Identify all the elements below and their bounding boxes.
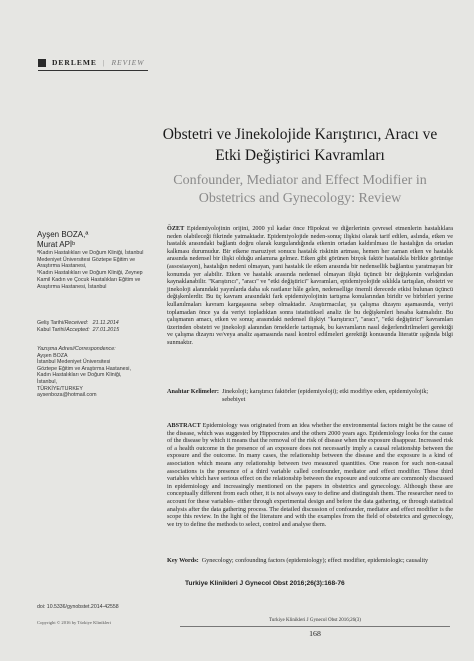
correspondence-line: TÜRKİYE/TURKEY — [37, 385, 83, 392]
date-label: Kabul Tarihi/Accepted: — [37, 327, 90, 333]
footer-divider — [180, 626, 450, 627]
keywords-label-en: Key Words: — [167, 557, 199, 564]
section-subcategory: REVIEW — [111, 58, 145, 67]
abstract-turkish — [167, 225, 453, 347]
keywords-turkish — [167, 388, 453, 403]
correspondence-line: İstanbul, — [37, 378, 58, 385]
header-separator: | — [102, 58, 106, 67]
correspondence-line: Kadın Hastalıkları ve Doğum Kliniği, — [37, 372, 122, 379]
author-name: Ayşen BOZA,ª — [37, 230, 89, 239]
copyright: Copyright © 2016 by Türkiye Klinikleri — [37, 620, 111, 625]
abstract-text-tr: Epidemiyolojinin orijini, 2000 yıl kadar önce Hipokrat ve diğerlerinin çevresel etmenlerin hastalıklara neden olabileceği fikrinde yatmaktadır. Epidemiyolojide neden-sonuç ilişkisi olarak tarif edilen, aslında, etken ve hastalık arasındaki bağlantı doğru olarak kurgulandığında etkenin ortadan kaldırılması ile hastalığın da ortadan kalkması durumudur. Bir etkene maruziyet sonucu hastalık riskinin artması, hemen her zaman etken ve hastalık arasında nedensel bir ilişki olduğu anlamına gelmez. Etken gibi görünen birçok faktör hastalıkla birlikte görünüşe (assosiasyon), hastalığın nedeni olmayan, yani hastalık ile etken arasında bir nedensellik bağlantısı yaratmayan bir konumda yer alabilir. Etken ve hastalık arasında nedensel olmayan ilişki üçüncü bir değişkenin varlığından kaynaklanabilir. "Karıştırıcı", "aracı" ve "etki değiştirici" kavramları, epidemiyolojide sıklıkla tartışılan, obstetri ve jinekoloji alanındaki yayınlarda daha sık rastlanır hâle gelen, nedensellige önemli derecede etkisi bulunan üçüncü değişkenlerdir. Bu üç kavram arasındaki fark epidemiyolojinin tartışma konularından biridir ve birbirleri yerine kullanılmaları kavram kargaşasına sebep olmaktadır. Araştırmacılar, ya çalışma dizaynı aşamasında, veriyi toplamadan önce ya da veriyi topladıktan sonra istatistiksel analiz ile bu değişkenleri hesaba katmalıdır. Bu çalışmanın amacı, etken ve sonuç arasındaki nedensel ilişkiyi "karıştırıcı", "aracı", "etki değiştirici" kavramları üzerinden obstetri ve jinekoloji alanından örneklerle tartışmak, bu kavramların nasıl değerlendirilmeleri gerektiği ve çalışma dizaynı ve/veya analiz aşamasında nasıl kontrol edilmeleri gerektiği konusunda literatür ışığında bilgi sunmaktır. — [167, 225, 454, 346]
section-category: DERLEME — [52, 58, 97, 67]
date-label: Geliş Tarihi/Received: — [37, 320, 89, 326]
article-dates — [37, 320, 122, 334]
author-name: Murat APİᵇ — [37, 240, 76, 249]
correspondence-email[interactable]: aysenboza@hotmail.com — [37, 392, 97, 399]
correspondence-block — [37, 346, 147, 399]
abstract-lead-tr: ÖZET — [167, 225, 185, 232]
title-english: Confounder, Mediator and Effect Modifier in Obstetrics and Gynecology: Review — [173, 173, 427, 206]
footer-journal: Turkiye Klinikleri J Gynecol Obst 2016;26(3) — [269, 618, 361, 623]
section-marker-icon — [38, 59, 46, 67]
correspondence-line: Ayşen BOZA — [37, 352, 68, 359]
keywords-text-en: Gynecology; confounding factors (epidemiology); effect modifier, epidemiologic; causality — [201, 557, 429, 564]
citation: Turkiye Klinikleri J Gynecol Obst 2016;26(3):168-76 — [185, 580, 345, 587]
section-header — [38, 58, 145, 67]
doi[interactable]: doi: 10.5336/gynobstet.2014-42558 — [37, 604, 119, 610]
keywords-text-tr: Jinekoloji; karıştırıcı faktörler (epidemiyoloji); etki modifiye eden, epidemiyolojik; sebebiyet — [221, 388, 429, 403]
page-number: 168 — [309, 629, 321, 638]
affiliations — [37, 250, 147, 290]
dates-table — [37, 320, 122, 334]
abstract-lead-en: ABSTRACT — [167, 422, 201, 429]
date-value: 21.11.2014 — [92, 320, 119, 326]
header-divider — [38, 70, 148, 71]
correspondence-line: İstanbul Medeniyet Üniversitesi — [37, 359, 111, 366]
author-list — [37, 230, 88, 250]
date-row — [37, 327, 122, 334]
correspondence-label: Yazışma Adresi/Correspondence: — [37, 346, 116, 352]
abstract-text-en: Epidemiology was originated from an idea whether the environmental factors might be the cause of the disease, which was suggested by Hippocrates and the others 2000 years ago. Epidemiology looks for the cause of the disease by which it means that the removal of the risk of disease when the exposure disappear. Increased risk of a health outcome in the presence of an exposure does not necessarily imply a causal relationship between the exposure and the outcome. In many cases, the relationship between the disease and the exposure is a kind of association which means any relationship between two measured quantities. One reason for such non-causal associations is the presence of a third variable called confounder, mediator and effect modifier. These third variables which have serious effect on the relationship between the exposure and outcome are commonly discussed in epidemiology and increasingly mentioned on the papers in obstetrics and gynecology. Although these are conceptually different from each other, it is not always easy to define and distinguish them. The researcher need to account for these variables- either through experimental design and before the data gathering, or through statistical analysis after the data gathering process. The detailed discussion of confounder, mediator and effect modifier is the scope this review. In the light of the literature and with the examples from the field of obstetrics and gynecology, we try to define the methods to select, control and analyse them. — [167, 422, 454, 528]
correspondence-line: Göztepe Eğitim ve Araştırma Hastanesi, — [37, 365, 131, 372]
affiliation: ᵇKadın Hastalıkları ve Doğum Kliniği, Zeynep Kamil Kadın ve Çocuk Hastalıkları Eğitim ve Araştırma Hastanesi, İstanbul — [37, 270, 143, 290]
date-value: 27.01.2015 — [92, 327, 120, 333]
date-row — [37, 320, 122, 327]
affiliation: ªKadın Hastalıkları ve Doğum Kliniği, İstanbul Medeniyet Üniversitesi Göztepe Eğitim ve Araştırma Hastanesi, — [37, 250, 144, 270]
keywords-label-tr: Anahtar Kelimeler: — [167, 388, 219, 395]
title-turkish: Obstetri ve Jinekolojide Karıştırıcı, Aracı ve Etki Değiştirici Kavramları — [162, 126, 438, 164]
abstract-english — [167, 422, 453, 528]
keywords-english — [167, 557, 453, 565]
